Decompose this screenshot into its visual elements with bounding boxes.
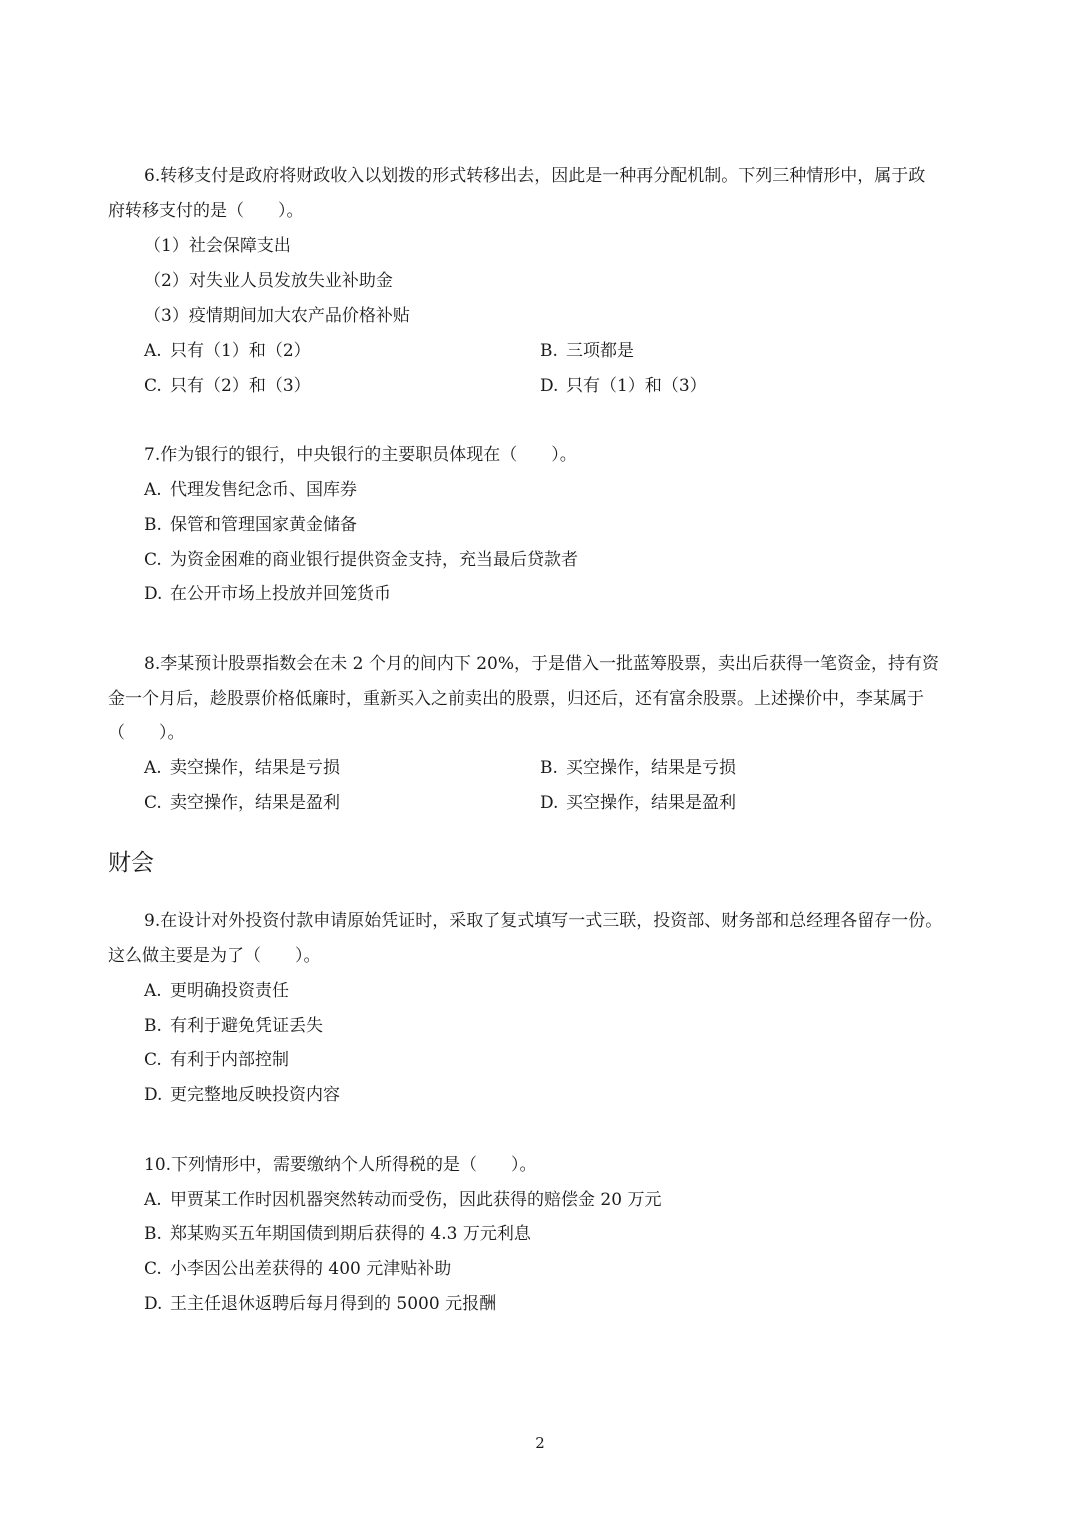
question-9-stem-line-2: 这么做主要是为了（ ）。 — [108, 946, 321, 966]
option-label: D. — [540, 376, 559, 396]
option-text: 王主任退休返聘后每月得到的 5000 元报酬 — [170, 1294, 497, 1314]
question-6-option-b — [540, 339, 634, 363]
question-8-stem-line-3: （ ）。 — [108, 723, 185, 743]
option-label: C. — [144, 550, 162, 570]
question-7-option-c — [144, 548, 578, 572]
option-label: C. — [144, 1050, 162, 1070]
option-label: D. — [540, 793, 559, 813]
option-text: 只有（1）和（2） — [170, 341, 311, 361]
option-label: C. — [144, 793, 162, 813]
option-label: A. — [144, 981, 162, 1001]
question-6-item-3: （3）疫情期间加大农产品价格补贴 — [144, 306, 410, 326]
option-label: B. — [144, 1016, 162, 1036]
option-text: 有利于内部控制 — [170, 1050, 289, 1070]
question-8-option-b — [540, 756, 736, 780]
question-7-stem: 7.作为银行的银行，中央银行的主要职员体现在（ ）。 — [144, 445, 577, 465]
question-9-stem-line-1: 9.在设计对外投资付款申请原始凭证时，采取了复式填写一式三联，投资部、财务部和总经理各留存一份。 — [144, 911, 943, 931]
option-text: 代理发售纪念币、国库券 — [170, 480, 357, 500]
option-label: B. — [144, 515, 162, 535]
option-label: D. — [144, 584, 163, 604]
question-8-option-c — [144, 791, 340, 815]
option-text: 有利于避免凭证丢失 — [170, 1016, 323, 1036]
option-text: 买空操作，结果是盈利 — [566, 793, 736, 813]
option-label: A. — [144, 758, 162, 778]
question-9-option-b — [144, 1014, 323, 1038]
question-10-option-a — [144, 1188, 661, 1212]
option-text: 更完整地反映投资内容 — [170, 1085, 340, 1105]
option-text: 只有（2）和（3） — [170, 376, 311, 396]
question-10-option-d — [144, 1292, 496, 1316]
option-label: A. — [144, 341, 162, 361]
question-8-option-a — [144, 756, 340, 780]
question-9-option-c — [144, 1048, 289, 1072]
option-label: C. — [144, 376, 162, 396]
question-9-option-d — [144, 1083, 340, 1107]
option-text: 甲贾某工作时因机器突然转动而受伤，因此获得的赔偿金 20 万元 — [170, 1190, 662, 1210]
option-label: D. — [144, 1085, 163, 1105]
option-text: 卖空操作，结果是亏损 — [170, 758, 340, 778]
question-10-option-b — [144, 1222, 531, 1246]
option-label: B. — [540, 758, 558, 778]
option-label: A. — [144, 1190, 162, 1210]
option-text: 保管和管理国家黄金储备 — [170, 515, 357, 535]
option-label: B. — [540, 341, 558, 361]
question-10-stem: 10.下列情形中，需要缴纳个人所得税的是（ ）。 — [144, 1155, 537, 1175]
option-label: A. — [144, 480, 162, 500]
option-text: 为资金困难的商业银行提供资金支持，充当最后贷款者 — [170, 550, 578, 570]
question-6-option-d — [540, 374, 707, 398]
question-6-item-1: （1）社会保障支出 — [144, 236, 291, 256]
question-6-option-a — [144, 339, 311, 363]
page-number: 2 — [535, 1434, 545, 1452]
section-title: 财会 — [108, 850, 154, 876]
question-8-stem-line-2: 金一个月后，趁股票价格低廉时，重新买入之前卖出的股票，归还后，还有富余股票。上述操价中，李某属于 — [108, 689, 924, 709]
question-9-option-a — [144, 979, 289, 1003]
question-8-option-d — [540, 791, 736, 815]
option-label: C. — [144, 1259, 162, 1279]
option-text: 更明确投资责任 — [170, 981, 289, 1001]
option-text: 卖空操作，结果是盈利 — [170, 793, 340, 813]
option-text: 在公开市场上投放并回笼货币 — [170, 584, 391, 604]
question-6-stem-line-2: 府转移支付的是（ ）。 — [108, 201, 304, 221]
option-text: 三项都是 — [566, 341, 634, 361]
question-6-item-2: （2）对失业人员发放失业补助金 — [144, 271, 393, 291]
option-text: 郑某购买五年期国债到期后获得的 4.3 万元利息 — [170, 1224, 531, 1244]
option-label: D. — [144, 1294, 163, 1314]
question-6-stem-line-1: 6.转移支付是政府将财政收入以划拨的形式转移出去，因此是一种再分配机制。下列三种情形中，属于政 — [144, 166, 926, 186]
option-text: 只有（1）和（3） — [566, 376, 707, 396]
question-7-option-a — [144, 478, 357, 502]
question-6-option-c — [144, 374, 311, 398]
option-text: 买空操作，结果是亏损 — [566, 758, 736, 778]
option-label: B. — [144, 1224, 162, 1244]
question-10-option-c — [144, 1257, 451, 1281]
question-8-stem-line-1: 8.李某预计股票指数会在未 2 个月的间内下 20%，于是借入一批蓝筹股票，卖出后获得一笔资金，持有资 — [144, 654, 940, 674]
option-text: 小李因公出差获得的 400 元津贴补助 — [170, 1259, 452, 1279]
question-7-option-b — [144, 513, 357, 537]
question-7-option-d — [144, 582, 391, 606]
